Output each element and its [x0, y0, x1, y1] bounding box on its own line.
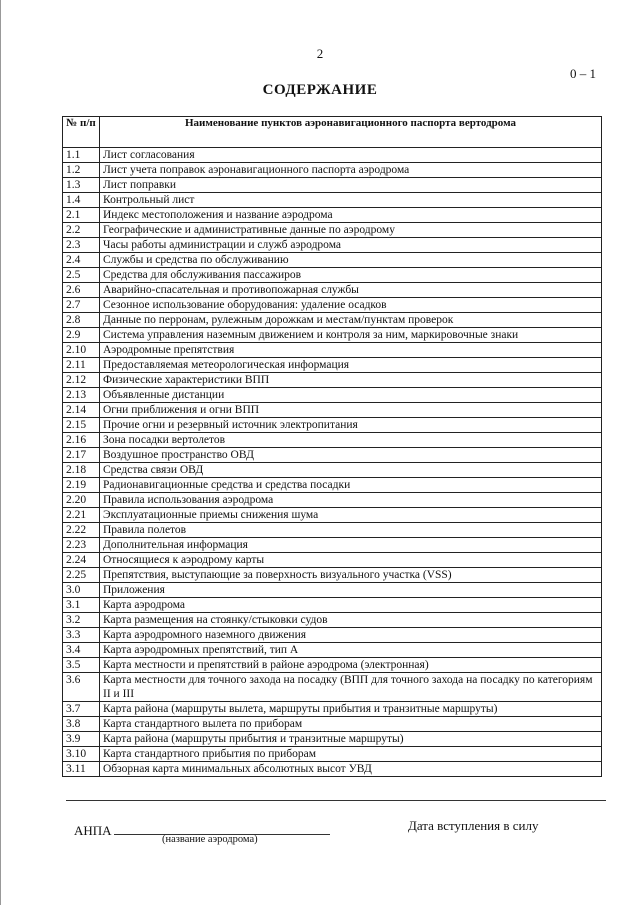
- row-number: 2.12: [63, 373, 100, 388]
- row-title: Карта аэродрома: [100, 598, 602, 613]
- table-row: [63, 762, 602, 777]
- row-title: Правила использования аэродрома: [100, 493, 602, 508]
- table-row: [63, 268, 602, 283]
- table-row: [63, 568, 602, 583]
- row-number: 2.5: [63, 268, 100, 283]
- row-title: Сезонное использование оборудования: удаление осадков: [100, 298, 602, 313]
- table-row: [63, 388, 602, 403]
- row-title: Карта района (маршруты прибытия и транзитные маршруты): [100, 732, 602, 747]
- row-title: Часы работы администрации и служб аэродрома: [100, 238, 602, 253]
- row-number: 2.10: [63, 343, 100, 358]
- table-row: [63, 538, 602, 553]
- row-title: Карта стандартного вылета по приборам: [100, 717, 602, 732]
- table-row: [63, 717, 602, 732]
- row-title: Препятствия, выступающие за поверхность визуального участка (VSS): [100, 568, 602, 583]
- row-number: 3.9: [63, 732, 100, 747]
- table-row: [63, 628, 602, 643]
- row-title: Карта местности для точного захода на посадку (ВПП для точного захода на посадку по категориям II и III: [100, 673, 602, 702]
- page-title: СОДЕРЖАНИЕ: [262, 82, 378, 98]
- row-number: 2.2: [63, 223, 100, 238]
- table-row: [63, 238, 602, 253]
- table-row: [63, 643, 602, 658]
- row-number: 2.13: [63, 388, 100, 403]
- table-row: [63, 433, 602, 448]
- table-row: [63, 702, 602, 717]
- row-number: 3.4: [63, 643, 100, 658]
- table-row: [63, 253, 602, 268]
- table-row: [63, 148, 602, 163]
- table-row: [63, 298, 602, 313]
- table-row: [63, 613, 602, 628]
- row-title: Карта местности и препятствий в районе аэродрома (электронная): [100, 658, 602, 673]
- row-number: 1.4: [63, 193, 100, 208]
- table-row: [63, 373, 602, 388]
- contents-table: [62, 116, 602, 777]
- row-number: 1.2: [63, 163, 100, 178]
- table-row: [63, 403, 602, 418]
- row-title: Службы и средства по обслуживанию: [100, 253, 602, 268]
- column-header-number: № п/п: [63, 117, 100, 148]
- table-row: [63, 673, 602, 702]
- row-title: Огни приближения и огни ВПП: [100, 403, 602, 418]
- table-row: [63, 478, 602, 493]
- row-title: Радионавигационные средства и средства посадки: [100, 478, 602, 493]
- row-title: Приложения: [100, 583, 602, 598]
- table-row: [63, 583, 602, 598]
- row-title: Эксплуатационные приемы снижения шума: [100, 508, 602, 523]
- row-number: 1.1: [63, 148, 100, 163]
- row-title: Лист учета поправок аэронавигационного паспорта аэродрома: [100, 163, 602, 178]
- table-row: [63, 328, 602, 343]
- row-number: 3.7: [63, 702, 100, 717]
- table-row: [63, 732, 602, 747]
- row-title: Лист поправки: [100, 178, 602, 193]
- row-number: 3.6: [63, 673, 100, 702]
- table-row: [63, 598, 602, 613]
- table-row: [63, 508, 602, 523]
- row-number: 1.3: [63, 178, 100, 193]
- table-row: [63, 658, 602, 673]
- table-row: [63, 163, 602, 178]
- row-number: 2.24: [63, 553, 100, 568]
- row-number: 2.15: [63, 418, 100, 433]
- row-title: Дополнительная информация: [100, 538, 602, 553]
- table-row: [63, 493, 602, 508]
- row-number: 2.21: [63, 508, 100, 523]
- table-row: [63, 358, 602, 373]
- row-number: 2.25: [63, 568, 100, 583]
- row-number: 2.17: [63, 448, 100, 463]
- row-number: 3.2: [63, 613, 100, 628]
- row-number: 3.8: [63, 717, 100, 732]
- row-number: 2.11: [63, 358, 100, 373]
- row-title: Лист согласования: [100, 148, 602, 163]
- aerodrome-name-caption: (название аэродрома): [162, 834, 258, 845]
- table-row: [63, 313, 602, 328]
- row-number: 2.23: [63, 538, 100, 553]
- row-number: 3.11: [63, 762, 100, 777]
- row-title: Данные по перронам, рулежным дорожкам и местам/пунктам проверок: [100, 313, 602, 328]
- row-number: 2.4: [63, 253, 100, 268]
- row-title: Карта аэродромных препятствий, тип А: [100, 643, 602, 658]
- row-number: 2.19: [63, 478, 100, 493]
- table-row: [63, 747, 602, 762]
- row-number: 2.18: [63, 463, 100, 478]
- row-title: Карта размещения на стоянку/стыковки судов: [100, 613, 602, 628]
- footer-divider: [66, 800, 606, 801]
- column-header-name: Наименование пунктов аэронавигационного паспорта вертодрома: [100, 117, 602, 148]
- table-row: [63, 418, 602, 433]
- table-row: [63, 283, 602, 298]
- row-title: Система управления наземным движением и контроля за ним, маркировочные знаки: [100, 328, 602, 343]
- table-row: [63, 208, 602, 223]
- row-number: 3.0: [63, 583, 100, 598]
- row-number: 3.1: [63, 598, 100, 613]
- row-title: Аэродромные препятствия: [100, 343, 602, 358]
- row-title: Средства для обслуживания пассажиров: [100, 268, 602, 283]
- row-number: 3.5: [63, 658, 100, 673]
- row-title: Прочие огни и резервный источник электропитания: [100, 418, 602, 433]
- row-title: Объявленные дистанции: [100, 388, 602, 403]
- row-title: Средства связи ОВД: [100, 463, 602, 478]
- row-title: Обзорная карта минимальных абсолютных высот УВД: [100, 762, 602, 777]
- row-title: Карта района (маршруты вылета, маршруты прибытия и транзитные маршруты): [100, 702, 602, 717]
- row-number: 2.22: [63, 523, 100, 538]
- row-title: Относящиеся к аэродрому карты: [100, 553, 602, 568]
- table-row: [63, 463, 602, 478]
- row-title: Физические характеристики ВПП: [100, 373, 602, 388]
- table-row: [63, 178, 602, 193]
- table-row: [63, 523, 602, 538]
- row-title: Карта аэродромного наземного движения: [100, 628, 602, 643]
- row-title: Контрольный лист: [100, 193, 602, 208]
- row-number: 2.1: [63, 208, 100, 223]
- anpa-label: АНПА: [74, 823, 112, 838]
- row-title: Индекс местоположения и название аэродрома: [100, 208, 602, 223]
- row-number: 3.10: [63, 747, 100, 762]
- table-row: [63, 343, 602, 358]
- row-number: 2.14: [63, 403, 100, 418]
- table-row: [63, 223, 602, 238]
- revision-number: 0 – 1: [570, 66, 596, 81]
- row-number: 2.3: [63, 238, 100, 253]
- row-title: Правила полетов: [100, 523, 602, 538]
- row-number: 2.16: [63, 433, 100, 448]
- row-number: 3.3: [63, 628, 100, 643]
- row-number: 2.20: [63, 493, 100, 508]
- row-number: 2.9: [63, 328, 100, 343]
- row-title: Предоставляемая метеорологическая информация: [100, 358, 602, 373]
- row-title: Аварийно-спасательная и противопожарная службы: [100, 283, 602, 298]
- effective-date-label: Дата вступления в силу: [408, 818, 539, 833]
- page-number: 2: [316, 46, 324, 61]
- row-number: 2.6: [63, 283, 100, 298]
- table-header-row: [63, 117, 602, 148]
- table-row: [63, 553, 602, 568]
- row-title: Карта стандартного прибытия по приборам: [100, 747, 602, 762]
- table-row: [63, 448, 602, 463]
- row-number: 2.8: [63, 313, 100, 328]
- contents-table-body: [63, 148, 602, 777]
- table-row: [63, 193, 602, 208]
- row-title: Зона посадки вертолетов: [100, 433, 602, 448]
- row-title: Воздушное пространство ОВД: [100, 448, 602, 463]
- row-number: 2.7: [63, 298, 100, 313]
- row-title: Географические и административные данные по аэродрому: [100, 223, 602, 238]
